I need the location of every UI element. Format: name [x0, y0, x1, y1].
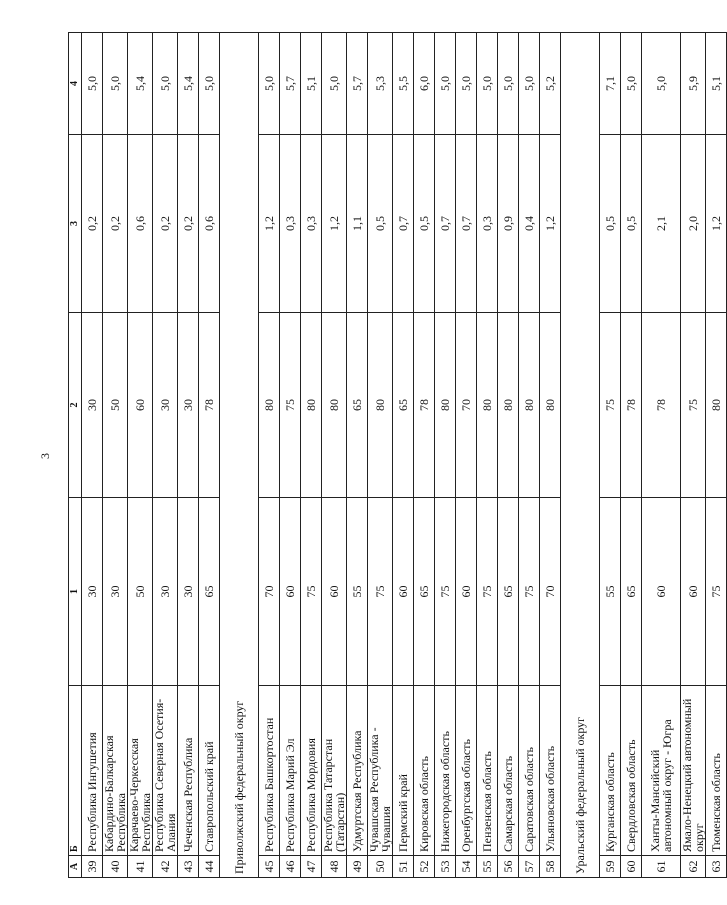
row-number: 63	[706, 856, 727, 878]
value-col-4: 5,0	[259, 33, 280, 135]
value-col-2: 75	[600, 313, 621, 498]
value-col-1: 65	[199, 498, 220, 686]
value-col-2: 78	[621, 313, 642, 498]
region-name: Кабардино-Балкарская Республика	[103, 686, 128, 856]
table-row	[414, 33, 435, 878]
region-name: Ямало-Ненецкий автономный округ	[681, 686, 706, 856]
value-col-3: 0,2	[153, 135, 178, 313]
value-col-2: 80	[706, 313, 727, 498]
region-name: Удмуртская Республика	[347, 686, 368, 856]
value-col-4: 6,0	[414, 33, 435, 135]
value-col-1: 60	[456, 498, 477, 686]
value-col-1: 75	[301, 498, 322, 686]
section-title: Уральский федеральный округ	[561, 33, 600, 878]
table-row	[259, 33, 280, 878]
section-row	[561, 33, 600, 878]
table-row	[477, 33, 498, 878]
value-col-3: 0,5	[368, 135, 393, 313]
row-number: 58	[540, 856, 561, 878]
value-col-1: 75	[706, 498, 727, 686]
value-col-2: 65	[393, 313, 414, 498]
value-col-1: 60	[322, 498, 347, 686]
value-col-2: 30	[153, 313, 178, 498]
region-name: Ханты-Мансийский автономный округ - Югра	[642, 686, 681, 856]
table-row	[103, 33, 128, 878]
value-col-1: 60	[280, 498, 301, 686]
header-row	[69, 33, 82, 878]
row-number: 54	[456, 856, 477, 878]
region-name: Тюменская область	[706, 686, 727, 856]
table-body	[82, 33, 727, 878]
row-number: 49	[347, 856, 368, 878]
table-row	[498, 33, 519, 878]
region-name: Пензенская область	[477, 686, 498, 856]
table-row	[347, 33, 368, 878]
value-col-2: 80	[259, 313, 280, 498]
section-title: Приволжский федеральный округ	[220, 33, 259, 878]
table-row	[621, 33, 642, 878]
value-col-4: 5,5	[393, 33, 414, 135]
value-col-3: 1,2	[322, 135, 347, 313]
value-col-1: 70	[540, 498, 561, 686]
table-row	[435, 33, 456, 878]
row-number: 57	[519, 856, 540, 878]
table-row	[368, 33, 393, 878]
value-col-3: 0,6	[128, 135, 153, 313]
region-name: Республика Ингушетия	[82, 686, 103, 856]
value-col-4: 5,2	[540, 33, 561, 135]
row-number: 42	[153, 856, 178, 878]
value-col-4: 5,7	[280, 33, 301, 135]
value-col-3: 1,1	[347, 135, 368, 313]
value-col-4: 7,1	[600, 33, 621, 135]
section-row	[220, 33, 259, 878]
table-row	[706, 33, 727, 878]
value-col-2: 80	[322, 313, 347, 498]
region-name: Оренбургская область	[456, 686, 477, 856]
table-row	[199, 33, 220, 878]
value-col-2: 80	[368, 313, 393, 498]
region-name: Республика Мордовия	[301, 686, 322, 856]
region-name: Пермский край	[393, 686, 414, 856]
value-col-2: 30	[82, 313, 103, 498]
value-col-1: 70	[259, 498, 280, 686]
table-row	[153, 33, 178, 878]
row-number: 53	[435, 856, 456, 878]
table-row	[519, 33, 540, 878]
value-col-3: 0,7	[456, 135, 477, 313]
value-col-4: 5,0	[498, 33, 519, 135]
value-col-3: 0,5	[414, 135, 435, 313]
value-col-1: 60	[393, 498, 414, 686]
value-col-2: 70	[456, 313, 477, 498]
column-header: 3	[69, 135, 82, 313]
region-name: Чеченская Республика	[178, 686, 199, 856]
value-col-4: 5,0	[456, 33, 477, 135]
value-col-3: 0,2	[103, 135, 128, 313]
value-col-4: 5,0	[199, 33, 220, 135]
value-col-1: 55	[600, 498, 621, 686]
region-name: Курганская область	[600, 686, 621, 856]
value-col-3: 0,5	[621, 135, 642, 313]
value-col-1: 75	[519, 498, 540, 686]
value-col-3: 0,7	[435, 135, 456, 313]
row-number: 39	[82, 856, 103, 878]
value-col-3: 0,4	[519, 135, 540, 313]
region-name: Республика Северная Осетия-Алания	[153, 686, 178, 856]
value-col-1: 60	[642, 498, 681, 686]
table-row	[280, 33, 301, 878]
table-row	[322, 33, 347, 878]
region-name: Республика Башкортостан	[259, 686, 280, 856]
value-col-2: 80	[435, 313, 456, 498]
table-row	[600, 33, 621, 878]
value-col-1: 30	[153, 498, 178, 686]
row-number: 50	[368, 856, 393, 878]
row-number: 46	[280, 856, 301, 878]
region-name: Нижегородская область	[435, 686, 456, 856]
value-col-1: 50	[128, 498, 153, 686]
rotated-table-container	[68, 33, 723, 878]
table-row	[301, 33, 322, 878]
region-name: Карачаево-Черкесская Республика	[128, 686, 153, 856]
value-col-2: 30	[178, 313, 199, 498]
row-number: 48	[322, 856, 347, 878]
row-number: 59	[600, 856, 621, 878]
value-col-2: 65	[347, 313, 368, 498]
value-col-2: 80	[498, 313, 519, 498]
column-header: 1	[69, 498, 82, 686]
value-col-2: 80	[519, 313, 540, 498]
value-col-2: 80	[477, 313, 498, 498]
value-col-4: 5,0	[82, 33, 103, 135]
row-number: 43	[178, 856, 199, 878]
value-col-3: 1,2	[540, 135, 561, 313]
value-col-4: 5,7	[347, 33, 368, 135]
value-col-3: 1,2	[259, 135, 280, 313]
value-col-1: 30	[178, 498, 199, 686]
page-number: 3	[38, 453, 52, 459]
region-name: Чувашская Республика - Чувашия	[368, 686, 393, 856]
value-col-4: 5,0	[519, 33, 540, 135]
value-col-2: 75	[681, 313, 706, 498]
table-row	[681, 33, 706, 878]
region-name: Кировская область	[414, 686, 435, 856]
value-col-2: 50	[103, 313, 128, 498]
value-col-4: 5,1	[301, 33, 322, 135]
row-number: 51	[393, 856, 414, 878]
value-col-3: 0,5	[600, 135, 621, 313]
value-col-2: 78	[414, 313, 435, 498]
row-number: 61	[642, 856, 681, 878]
row-number: 41	[128, 856, 153, 878]
region-name: Ульяновская область	[540, 686, 561, 856]
value-col-4: 5,0	[322, 33, 347, 135]
row-number: 45	[259, 856, 280, 878]
value-col-4: 5,0	[103, 33, 128, 135]
table-row	[178, 33, 199, 878]
row-number: 44	[199, 856, 220, 878]
row-number: 56	[498, 856, 519, 878]
table-row	[540, 33, 561, 878]
table-row	[456, 33, 477, 878]
value-col-3: 0,2	[178, 135, 199, 313]
value-col-2: 80	[540, 313, 561, 498]
value-col-3: 0,6	[199, 135, 220, 313]
regions-table	[68, 32, 727, 878]
value-col-3: 2,0	[681, 135, 706, 313]
value-col-4: 5,4	[128, 33, 153, 135]
column-header: 4	[69, 33, 82, 135]
table-row	[128, 33, 153, 878]
value-col-4: 5,0	[642, 33, 681, 135]
column-header: 2	[69, 313, 82, 498]
row-number: 52	[414, 856, 435, 878]
region-name: Республика Татарстан (Татарстан)	[322, 686, 347, 856]
value-col-4: 5,4	[178, 33, 199, 135]
value-col-3: 2,1	[642, 135, 681, 313]
value-col-4: 5,3	[368, 33, 393, 135]
value-col-4: 5,0	[153, 33, 178, 135]
row-number: 40	[103, 856, 128, 878]
value-col-4: 5,0	[621, 33, 642, 135]
value-col-3: 0,7	[393, 135, 414, 313]
region-name: Свердловская область	[621, 686, 642, 856]
value-col-4: 5,9	[681, 33, 706, 135]
value-col-1: 30	[82, 498, 103, 686]
row-number: 47	[301, 856, 322, 878]
value-col-1: 65	[498, 498, 519, 686]
value-col-1: 75	[368, 498, 393, 686]
value-col-1: 60	[681, 498, 706, 686]
value-col-1: 30	[103, 498, 128, 686]
value-col-3: 1,2	[706, 135, 727, 313]
row-number: 60	[621, 856, 642, 878]
value-col-1: 65	[414, 498, 435, 686]
row-number: 55	[477, 856, 498, 878]
value-col-4: 5,1	[706, 33, 727, 135]
value-col-3: 0,3	[301, 135, 322, 313]
value-col-4: 5,0	[435, 33, 456, 135]
table-row	[82, 33, 103, 878]
value-col-1: 75	[477, 498, 498, 686]
value-col-2: 60	[128, 313, 153, 498]
value-col-2: 80	[301, 313, 322, 498]
table-row	[642, 33, 681, 878]
region-name: Саратовская область	[519, 686, 540, 856]
value-col-2: 78	[642, 313, 681, 498]
value-col-4: 5,0	[477, 33, 498, 135]
value-col-1: 65	[621, 498, 642, 686]
value-col-2: 78	[199, 313, 220, 498]
column-header: Б	[69, 686, 82, 856]
value-col-3: 0,9	[498, 135, 519, 313]
value-col-3: 0,3	[477, 135, 498, 313]
value-col-3: 0,2	[82, 135, 103, 313]
region-name: Республика Марий Эл	[280, 686, 301, 856]
value-col-2: 75	[280, 313, 301, 498]
table-row	[393, 33, 414, 878]
row-number: 62	[681, 856, 706, 878]
value-col-1: 55	[347, 498, 368, 686]
value-col-1: 75	[435, 498, 456, 686]
region-name: Самарская область	[498, 686, 519, 856]
column-header: А	[69, 856, 82, 878]
value-col-3: 0,3	[280, 135, 301, 313]
region-name: Ставропольский край	[199, 686, 220, 856]
